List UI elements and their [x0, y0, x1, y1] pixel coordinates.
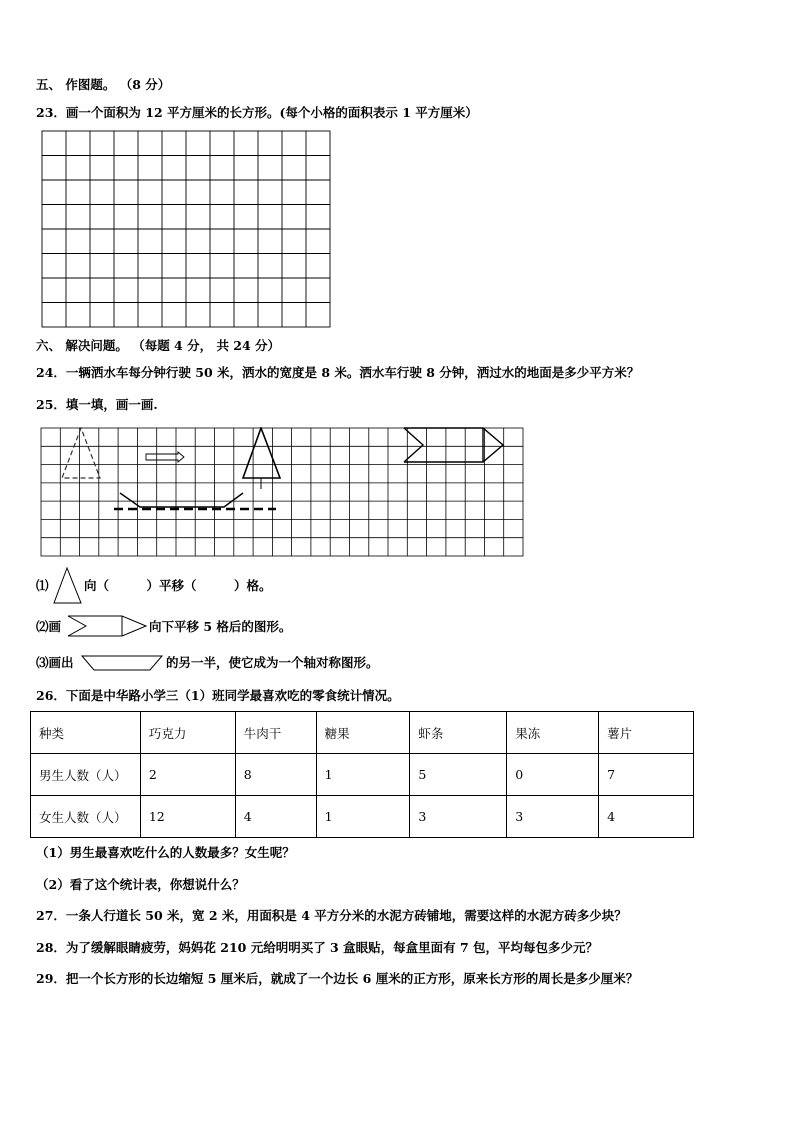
table-cell: 男生人数（人） [31, 754, 141, 796]
drawing-grid-12x8[interactable] [41, 130, 331, 330]
table-cell: 1 [316, 754, 410, 796]
small-half-trapezoid-icon [80, 654, 166, 674]
table-header-row [31, 712, 694, 754]
table-header-cell: 种类 [31, 712, 141, 754]
half-trapezoid [120, 493, 243, 507]
table-cell: 4 [599, 796, 694, 838]
q25-sub1-num: ⑴ [36, 578, 49, 593]
table-header-cell: 薯片 [599, 712, 694, 754]
q25-sub1-text: 向（ ）平移（ ）格。 [84, 578, 272, 593]
table-header-cell: 巧克力 [140, 712, 235, 754]
table-cell: 1 [316, 796, 410, 838]
table-cell: 0 [507, 754, 599, 796]
small-triangle-icon [52, 566, 84, 606]
table-cell: 4 [235, 796, 316, 838]
q25-sub2-text: 向下平移 5 格后的图形。 [149, 619, 292, 634]
q25-sub2-num: ⑵画 [36, 619, 62, 634]
table-cell: 3 [410, 796, 507, 838]
table-row [31, 796, 694, 838]
table-header-cell: 糖果 [316, 712, 410, 754]
table-cell: 2 [140, 754, 235, 796]
question-25: 25．填一填，画一画. [36, 397, 158, 412]
q25-sub3-text: 的另一半，使它成为一个轴对称图形。 [166, 655, 379, 670]
table-header-cell: 果冻 [507, 712, 599, 754]
table-cell: 女生人数（人） [31, 796, 141, 838]
q25-sub3-num: ⑶画出 [36, 655, 74, 670]
table-header-cell: 虾条 [410, 712, 507, 754]
question-27: 27．一条人行道长 50 米，宽 2 米，用面积是 4 平方分米的水泥方砖铺地，需要这样的水泥方砖多少块？ [36, 908, 627, 923]
question-29: 29．把一个长方形的长边缩短 5 厘米后，就成了一个边长 6 厘米的正方形，原来长方形的周长是多少厘米？ [36, 971, 639, 986]
small-pentagon-icon [66, 614, 150, 640]
question-24: 24．一辆洒水车每分钟行驶 50 米，洒水的宽度是 8 米。洒水车行驶 8 分钟，洒过水的地面是多少平方米？ [36, 365, 640, 380]
table-cell: 7 [599, 754, 694, 796]
dashed-triangle [62, 428, 100, 478]
table-cell: 5 [410, 754, 507, 796]
section-6-title: 六、 解决问题。 （每题 4 分， 共 24 分） [36, 338, 281, 353]
question-23: 23．画一个面积为 12 平方厘米的长方形。(每个小格的面积表示 1 平方厘米） [36, 105, 478, 120]
table-cell: 12 [140, 796, 235, 838]
translation-grid[interactable] [40, 427, 526, 559]
pentagon-shape [404, 428, 503, 462]
question-26: 26．下面是中华路小学三（1）班同学最喜欢吃的零食统计情况。 [36, 688, 400, 703]
snack-stat-table [30, 711, 694, 838]
q26-sub2: （2）看了这个统计表，你想说什么？ [36, 877, 245, 892]
table-cell: 3 [507, 796, 599, 838]
solid-triangle [243, 428, 280, 478]
table-row [31, 754, 694, 796]
section-5-title: 五、 作图题。 （8 分） [36, 77, 171, 92]
q26-sub1: （1）男生最喜欢吃什么的人数最多？女生呢？ [36, 845, 295, 860]
arrow-right-icon [146, 452, 184, 462]
table-header-cell: 牛肉干 [235, 712, 316, 754]
question-28: 28．为了缓解眼睛疲劳，妈妈花 210 元给明明买了 3 盒眼贴，每盒里面有 7 包，平均每包多少元？ [36, 940, 598, 955]
table-cell: 8 [235, 754, 316, 796]
